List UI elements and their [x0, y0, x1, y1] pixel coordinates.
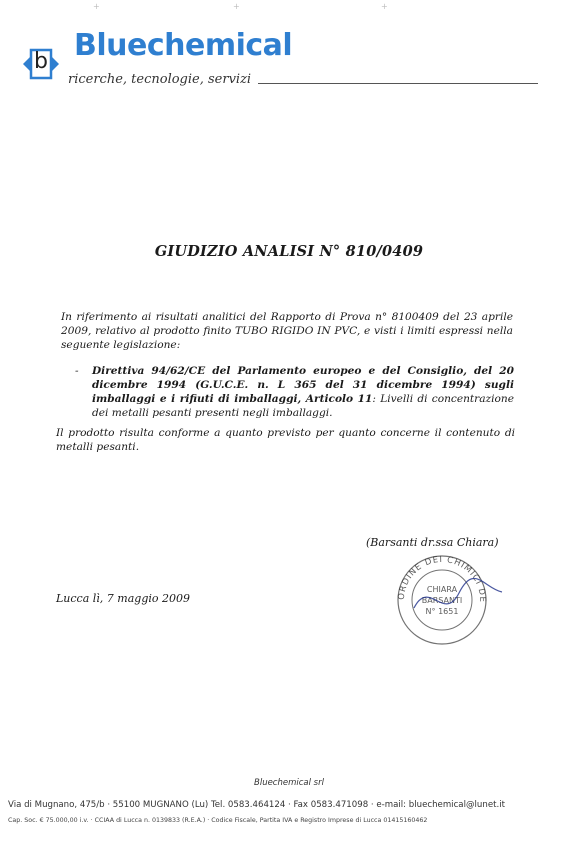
legislation-title: Direttiva 94/62/CE del Parlamento europeo e del Consiglio, del 20 dicembre 1994 (G.U.C.E. n. L 365 del 31 dicembre 1994) sugli imballaggi e i rifiuti di imballaggi, Articolo 11	[92, 365, 514, 405]
stamp-ring-text: ORDINE DEI CHIMICI DE	[396, 554, 488, 603]
scan-mark: +	[233, 2, 240, 11]
bullet-dash: -	[75, 365, 79, 377]
official-stamp	[384, 548, 504, 648]
place-date: Lucca lì, 7 maggio 2009	[56, 592, 190, 605]
stamp-line-1: CHIARA	[426, 585, 458, 594]
brand-tagline: ricerche, tecnologie, servizi	[68, 72, 252, 87]
stamp-line-2: BARSANTI	[421, 596, 463, 605]
legislation-desc: : Livelli di concentrazione dei metalli pesanti presenti negli imballaggi.	[92, 393, 514, 419]
intro-paragraph: In riferimento ai risultati analitici del Rapporto di Prova n° 8100409 del 23 aprile 2009, relativo al prodotto finito TUBO RIGIDO IN PVC, e visti i limiti espressi nella seguente legislazione:	[61, 311, 513, 351]
logo-letter: b	[34, 49, 48, 74]
footer-company: Bluechemical srl	[254, 778, 324, 788]
logo-icon	[19, 44, 63, 84]
scan-mark: +	[381, 2, 388, 11]
conclusion-paragraph: Il prodotto risulta conforme a quanto previsto per quanto concerne il contenuto di metalli pesanti.	[56, 427, 515, 453]
document-title: GIUDIZIO ANALISI N° 810/0409	[154, 243, 424, 260]
footer-registration: Cap. Soc. € 75.000,00 i.v. · CCIAA di Lucca n. 0139833 (R.E.A.) · Codice Fiscale, Partita IVA e Registro Imprese di Lucca 01415160462	[8, 817, 428, 824]
brand-name: Bluechemical	[74, 28, 293, 63]
legislation-item	[92, 364, 514, 420]
header-rule	[258, 83, 538, 84]
scan-mark: +	[93, 2, 100, 11]
signature-name: (Barsanti dr.ssa Chiara)	[366, 536, 499, 549]
footer-address: Via di Mugnano, 475/b · 55100 MUGNANO (Lu) Tel. 0583.464124 · Fax 0583.471098 · e-mail: bluechemical@lunet.it	[8, 800, 505, 810]
stamp-line-3: N° 1651	[425, 607, 459, 616]
